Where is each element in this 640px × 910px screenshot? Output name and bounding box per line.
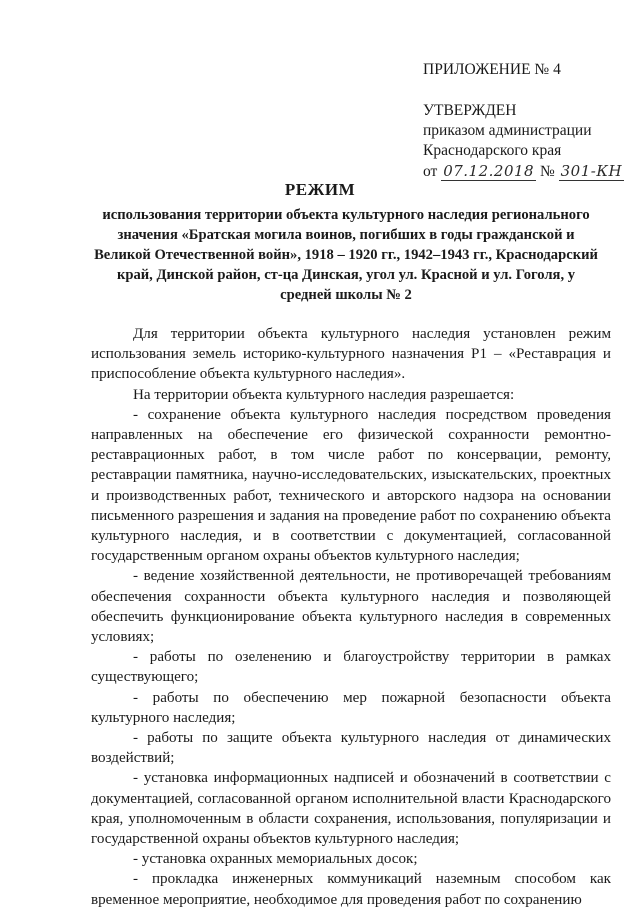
approved-heading: УТВЕРЖДЕН [423,102,517,119]
document-subtitle: использования территории объекта культурного наследия регионального значения «Братская могила воинов, погибших в годы гражданской и Великой Отечественной войн», 1918 – 1920 гг., 1942–1943 гг., Краснодарский край, Динской район, ст-ца Динская, угол ул. Красной и ул. Гоголя, у средней школы № 2 [94,207,598,303]
body-paragraph: - ведение хозяйственной деятельности, не противоречащей требованиям обеспечения сохранности объекта культурного наследия и позволяющей обеспечить функционирование объекта культурного наследия в современных условиях; [91,568,611,646]
body-paragraph: - установка охранных мемориальных досок; [133,851,418,868]
body-paragraph: - работы по обеспечению мер пожарной безопасности объекта культурного наследия; [91,689,611,726]
body-paragraph: - работы по защите объекта культурного наследия от динамических воздействий; [91,730,611,767]
approval-line-1: приказом администрации [423,122,592,139]
body-paragraph: - работы по озеленению и благоустройству территории в рамках существующего; [91,649,611,686]
date-prefix: от [423,163,438,180]
body-paragraph: - прокладка инженерных коммуникаций наземным способом как временное мероприятие, необходимое для проведения работ по сохранению [91,871,611,908]
number-sign: № [539,163,555,180]
approval-line-2: Краснодарского края [423,142,562,159]
handwritten-number: 301-КН [560,162,623,180]
body-paragraph: На территории объекта культурного наследия разрешается: [133,386,515,403]
body-paragraph: - сохранение объекта культурного наследия посредством проведения направленных на обеспечение его физической сохранности ремонтно-реставрационных работ, в том числе работ по консервации, ремонту, реставрации памятника, научно-исследовательских, изыскательских, проектных и производственных работ, технического и авторского надзора на основании письменного разрешения и задания на проведение работ по сохранению объекта культурного наследия, и в соответствии с документацией, согласованной государственным органом охраны объектов культурного наследия; [91,406,611,565]
document-body [91,324,611,910]
body-paragraph: Для территории объекта культурного наследия установлен режим использования земель историко-культурного назначения Р1 – «Реставрация и приспособление объекта культурного наследия». [91,326,611,383]
approval-date-line [423,161,633,182]
document-title: РЕЖИМ [284,180,356,199]
approval-block [423,60,633,182]
handwritten-date: 07.12.2018 [443,162,535,180]
body-paragraph: - установка информационных надписей и обозначений в соответствии с документацией, согласованной органом исполнительной власти Краснодарского края, уполномоченным в области сохранения, использования, популяризации и государственной охраны объектов культурного наследия; [91,770,611,848]
appendix-number: ПРИЛОЖЕНИЕ № 4 [423,61,561,78]
